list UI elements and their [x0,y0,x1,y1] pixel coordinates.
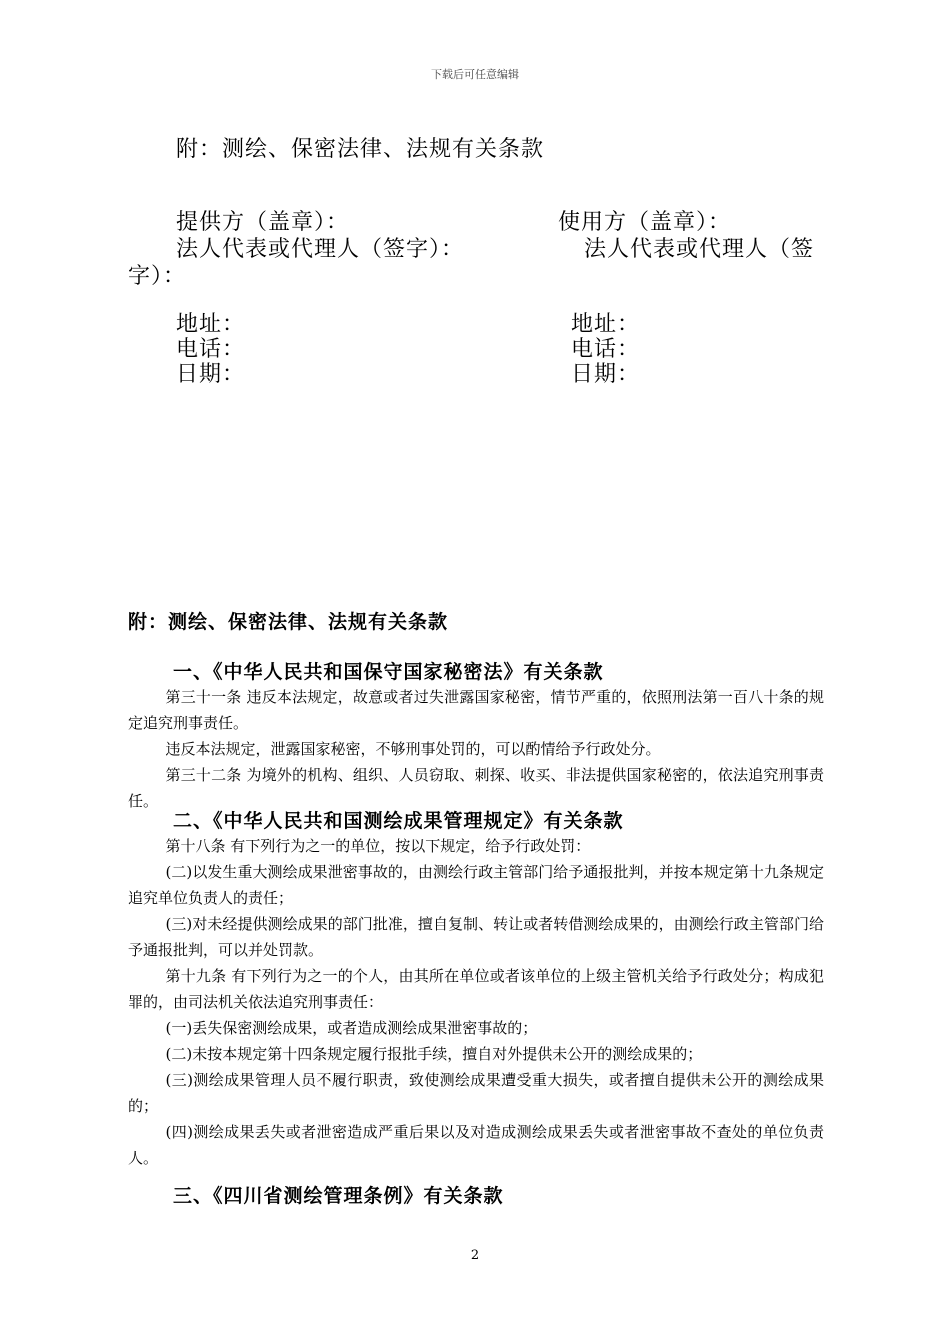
paragraph: (三)对未经提供测绘成果的部门批准，擅自复制、转让或者转借测绘成果的，由测绘行政主管部门给予通报批判，可以并处罚款。 [128,915,824,959]
paragraph: 第三十二条 为境外的机构、组织、人员窃取、刺探、收买、非法提供国家秘密的，依法追究刑事责任。 [128,766,824,810]
paragraph: (二)以发生重大测绘成果泄密事故的，由测绘行政主管部门给予通报批判，并按本规定第十九条规定追究单位负责人的责任； [128,863,824,907]
appendix-title: 附：测绘、保密法律、法规有关条款 [128,611,449,633]
paragraph: 违反本法规定，泄露国家秘密，不够刑事处罚的，可以酌情给予行政处分。 [165,740,661,758]
provider-date-label: 日期： [176,362,246,387]
paragraph: 第三十一条 违反本法规定，故意或者过失泄露国家秘密，情节严重的，依照刑法第一百八十条的规定追究刑事责任。 [128,688,824,732]
paragraph: 第十九条 有下列行为之一的个人，由其所在单位或者该单位的上级主管机关给予行政处分；构成犯罪的，由司法机关依法追究刑事责任： [128,967,824,1011]
section-heading-2: 二、《中华人民共和国测绘成果管理规定》有关条款 [173,810,624,832]
paragraph: (三)测绘成果管理人员不履行职责，致使测绘成果遭受重大损失，或者擅自提供未公开的测绘成果的； [128,1071,824,1115]
section-1-body [128,684,824,814]
user-phone-label: 电话： [571,337,641,362]
provider-address-label: 地址： [176,312,246,337]
paragraph: (二)未按本规定第十四条规定履行报批手续，擅自对外提供未公开的测绘成果的； [165,1045,703,1063]
user-date-label: 日期： [571,362,641,387]
section-heading-1: 一、《中华人民共和国保守国家秘密法》有关条款 [173,661,604,683]
section-2-body [128,833,824,1171]
user-seal-label: 使用方（盖章）： [558,210,732,235]
section-heading-3: 三、《四川省测绘管理条例》有关条款 [173,1185,504,1207]
paragraph: (一)丢失保密测绘成果，或者造成测绘成果泄密事故的； [165,1019,538,1037]
user-rep-label-continued: 字）： [128,264,187,289]
user-address-label: 地址： [571,312,641,337]
user-rep-label: 法人代表或代理人（签 [584,237,815,262]
provider-rep-label: 法人代表或代理人（签字）： [176,237,465,262]
paragraph: 第十八条 有下列行为之一的单位，按以下规定，给予行政处罚： [165,837,591,855]
attachment-line: 附：测绘、保密法律、法规有关条款 [176,137,545,162]
provider-phone-label: 电话： [176,337,246,362]
page-number: 2 [470,1248,480,1263]
provider-seal-label: 提供方（盖章）： [176,210,350,235]
page-header: 下载后可任意编辑 [431,68,519,81]
paragraph: (四)测绘成果丢失或者泄密造成严重后果以及对造成测绘成果丢失或者泄密事故不查处的单位负责人。 [128,1123,824,1167]
